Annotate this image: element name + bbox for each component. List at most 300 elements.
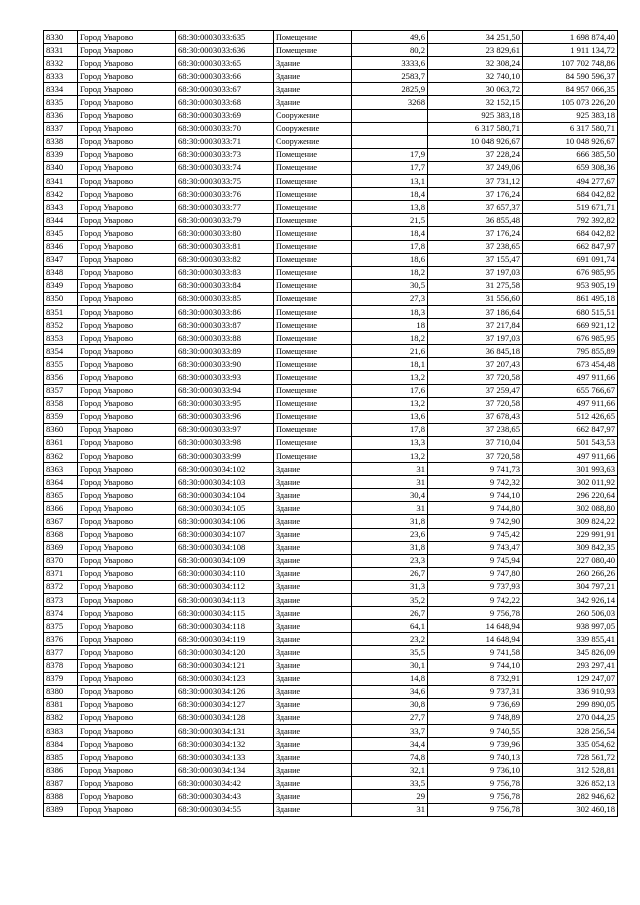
table-row <box>44 214 618 227</box>
object-type-cell: Помещение <box>274 175 352 188</box>
area-cell <box>352 122 428 135</box>
unit-value-cell: 9 745,94 <box>428 554 523 567</box>
row-number-cell: 8347 <box>44 253 78 266</box>
row-number-cell: 8357 <box>44 384 78 397</box>
cadastral-value-cell: 501 543,53 <box>523 436 618 449</box>
unit-value-cell: 37 228,24 <box>428 148 523 161</box>
object-type-cell: Помещение <box>274 371 352 384</box>
city-cell: Город Уварово <box>78 397 176 410</box>
object-type-cell: Здание <box>274 554 352 567</box>
city-cell: Город Уварово <box>78 777 176 790</box>
row-number-cell: 8361 <box>44 436 78 449</box>
cadastral-value-cell: 260 506,03 <box>523 607 618 620</box>
cadastral-number-cell: 68:30:0003033:96 <box>176 410 274 423</box>
table-row <box>44 358 618 371</box>
cadastral-value-cell: 105 073 226,20 <box>523 96 618 109</box>
cadastral-number-cell: 68:30:0003033:71 <box>176 135 274 148</box>
cadastral-number-cell: 68:30:0003033:86 <box>176 305 274 318</box>
unit-value-cell: 37 720,58 <box>428 397 523 410</box>
object-type-cell: Помещение <box>274 410 352 423</box>
object-type-cell: Помещение <box>274 253 352 266</box>
table-row <box>44 594 618 607</box>
area-cell: 17,9 <box>352 148 428 161</box>
object-type-cell: Здание <box>274 659 352 672</box>
table-row <box>44 135 618 148</box>
unit-value-cell: 9 741,58 <box>428 646 523 659</box>
cadastral-number-cell: 68:30:0003034:102 <box>176 463 274 476</box>
row-number-cell: 8356 <box>44 371 78 384</box>
unit-value-cell: 31 556,60 <box>428 292 523 305</box>
area-cell: 3268 <box>352 96 428 109</box>
unit-value-cell: 37 197,03 <box>428 266 523 279</box>
area-cell: 2583,7 <box>352 70 428 83</box>
city-cell: Город Уварово <box>78 436 176 449</box>
object-type-cell: Здание <box>274 96 352 109</box>
table-row <box>44 450 618 463</box>
city-cell: Город Уварово <box>78 371 176 384</box>
cadastral-number-cell: 68:30:0003034:128 <box>176 711 274 724</box>
area-cell: 14,8 <box>352 672 428 685</box>
object-type-cell: Помещение <box>274 332 352 345</box>
city-cell: Город Уварово <box>78 31 176 44</box>
object-type-cell: Здание <box>274 764 352 777</box>
unit-value-cell: 9 742,90 <box>428 515 523 528</box>
cadastral-number-cell: 68:30:0003033:85 <box>176 292 274 305</box>
cadastral-number-cell: 68:30:0003033:68 <box>176 96 274 109</box>
area-cell: 74,8 <box>352 751 428 764</box>
object-type-cell: Помещение <box>274 397 352 410</box>
unit-value-cell: 37 657,37 <box>428 201 523 214</box>
row-number-cell: 8348 <box>44 266 78 279</box>
area-cell: 18,6 <box>352 253 428 266</box>
area-cell: 23,3 <box>352 554 428 567</box>
object-type-cell: Помещение <box>274 31 352 44</box>
cadastral-number-cell: 68:30:0003034:126 <box>176 685 274 698</box>
city-cell: Город Уварово <box>78 83 176 96</box>
table-row <box>44 436 618 449</box>
city-cell: Город Уварово <box>78 554 176 567</box>
table-row <box>44 580 618 593</box>
city-cell: Город Уварово <box>78 57 176 70</box>
row-number-cell: 8334 <box>44 83 78 96</box>
cadastral-value-cell: 309 824,22 <box>523 515 618 528</box>
row-number-cell: 8372 <box>44 580 78 593</box>
area-cell: 21,5 <box>352 214 428 227</box>
row-number-cell: 8376 <box>44 633 78 646</box>
cadastral-value-cell: 328 256,54 <box>523 724 618 737</box>
table-row <box>44 620 618 633</box>
area-cell: 18,4 <box>352 227 428 240</box>
cadastral-number-cell: 68:30:0003034:118 <box>176 620 274 633</box>
table-row <box>44 345 618 358</box>
unit-value-cell: 37 176,24 <box>428 227 523 240</box>
unit-value-cell: 37 249,06 <box>428 161 523 174</box>
row-number-cell: 8332 <box>44 57 78 70</box>
area-cell: 32,1 <box>352 764 428 777</box>
table-row <box>44 148 618 161</box>
area-cell: 23,2 <box>352 633 428 646</box>
object-type-cell: Здание <box>274 620 352 633</box>
cadastral-value-cell: 655 766,67 <box>523 384 618 397</box>
table-row <box>44 292 618 305</box>
cadastral-value-cell: 494 277,67 <box>523 175 618 188</box>
city-cell: Город Уварово <box>78 319 176 332</box>
row-number-cell: 8389 <box>44 803 78 816</box>
cadastral-value-cell: 497 911,66 <box>523 450 618 463</box>
cadastral-number-cell: 68:30:0003034:104 <box>176 489 274 502</box>
cadastral-value-cell: 953 905,19 <box>523 279 618 292</box>
city-cell: Город Уварово <box>78 332 176 345</box>
object-type-cell: Помещение <box>274 227 352 240</box>
cadastral-value-cell: 925 383,18 <box>523 109 618 122</box>
row-number-cell: 8345 <box>44 227 78 240</box>
table-row <box>44 724 618 737</box>
object-type-cell: Здание <box>274 607 352 620</box>
area-cell: 13,2 <box>352 371 428 384</box>
object-type-cell: Здание <box>274 672 352 685</box>
object-type-cell: Помещение <box>274 423 352 436</box>
unit-value-cell: 37 207,43 <box>428 358 523 371</box>
row-number-cell: 8336 <box>44 109 78 122</box>
area-cell: 33,5 <box>352 777 428 790</box>
row-number-cell: 8366 <box>44 502 78 515</box>
cadastral-number-cell: 68:30:0003034:107 <box>176 528 274 541</box>
row-number-cell: 8339 <box>44 148 78 161</box>
object-type-cell: Здание <box>274 751 352 764</box>
cadastral-number-cell: 68:30:0003033:90 <box>176 358 274 371</box>
cadastral-value-cell: 312 528,81 <box>523 764 618 777</box>
table-row <box>44 384 618 397</box>
area-cell: 23,6 <box>352 528 428 541</box>
city-cell: Город Уварово <box>78 70 176 83</box>
cadastral-value-cell: 301 993,63 <box>523 463 618 476</box>
cadastral-number-cell: 68:30:0003033:93 <box>176 371 274 384</box>
unit-value-cell: 36 855,48 <box>428 214 523 227</box>
unit-value-cell: 9 740,13 <box>428 751 523 764</box>
area-cell: 13,6 <box>352 410 428 423</box>
area-cell: 31 <box>352 463 428 476</box>
city-cell: Город Уварово <box>78 738 176 751</box>
row-number-cell: 8354 <box>44 345 78 358</box>
area-cell: 33,7 <box>352 724 428 737</box>
object-type-cell: Помещение <box>274 44 352 57</box>
table-row <box>44 698 618 711</box>
unit-value-cell: 31 275,58 <box>428 279 523 292</box>
area-cell: 17,6 <box>352 384 428 397</box>
cadastral-number-cell: 68:30:0003033:66 <box>176 70 274 83</box>
area-cell: 13,3 <box>352 436 428 449</box>
object-type-cell: Здание <box>274 83 352 96</box>
row-number-cell: 8346 <box>44 240 78 253</box>
cadastral-value-cell: 861 495,18 <box>523 292 618 305</box>
row-number-cell: 8375 <box>44 620 78 633</box>
area-cell: 35,2 <box>352 594 428 607</box>
city-cell: Город Уварово <box>78 751 176 764</box>
area-cell: 31 <box>352 803 428 816</box>
cadastral-number-cell: 68:30:0003033:67 <box>176 83 274 96</box>
table-row <box>44 83 618 96</box>
unit-value-cell: 37 155,47 <box>428 253 523 266</box>
cadastral-value-cell: 336 910,93 <box>523 685 618 698</box>
cadastral-number-cell: 68:30:0003033:81 <box>176 240 274 253</box>
cadastral-number-cell: 68:30:0003034:106 <box>176 515 274 528</box>
row-number-cell: 8358 <box>44 397 78 410</box>
cadastral-number-cell: 68:30:0003033:636 <box>176 44 274 57</box>
cadastral-number-cell: 68:30:0003034:134 <box>176 764 274 777</box>
unit-value-cell: 37 197,03 <box>428 332 523 345</box>
area-cell: 18,4 <box>352 188 428 201</box>
object-type-cell: Сооружение <box>274 109 352 122</box>
table-row <box>44 515 618 528</box>
cadastral-number-cell: 68:30:0003033:75 <box>176 175 274 188</box>
object-type-cell: Здание <box>274 633 352 646</box>
cadastral-number-cell: 68:30:0003033:74 <box>176 161 274 174</box>
city-cell: Город Уварово <box>78 685 176 698</box>
table-row <box>44 410 618 423</box>
table-row <box>44 790 618 803</box>
cadastral-value-cell: 676 985,95 <box>523 266 618 279</box>
row-number-cell: 8335 <box>44 96 78 109</box>
city-cell: Город Уварово <box>78 790 176 803</box>
table-row <box>44 541 618 554</box>
row-number-cell: 8386 <box>44 764 78 777</box>
row-number-cell: 8344 <box>44 214 78 227</box>
object-type-cell: Помещение <box>274 305 352 318</box>
area-cell: 29 <box>352 790 428 803</box>
cadastral-number-cell: 68:30:0003033:97 <box>176 423 274 436</box>
unit-value-cell: 32 152,15 <box>428 96 523 109</box>
row-number-cell: 8355 <box>44 358 78 371</box>
table-row <box>44 31 618 44</box>
city-cell: Город Уварово <box>78 240 176 253</box>
object-type-cell: Здание <box>274 790 352 803</box>
cadastral-number-cell: 68:30:0003034:103 <box>176 476 274 489</box>
unit-value-cell: 9 756,78 <box>428 777 523 790</box>
row-number-cell: 8374 <box>44 607 78 620</box>
city-cell: Город Уварово <box>78 502 176 515</box>
cadastral-value-cell: 339 855,41 <box>523 633 618 646</box>
cadastral-number-cell: 68:30:0003033:82 <box>176 253 274 266</box>
city-cell: Город Уварово <box>78 620 176 633</box>
cadastral-value-cell: 666 385,50 <box>523 148 618 161</box>
cadastral-value-cell: 684 042,82 <box>523 227 618 240</box>
object-type-cell: Здание <box>274 476 352 489</box>
object-type-cell: Помещение <box>274 201 352 214</box>
unit-value-cell: 9 756,78 <box>428 790 523 803</box>
unit-value-cell: 32 308,24 <box>428 57 523 70</box>
city-cell: Город Уварово <box>78 672 176 685</box>
table-row <box>44 371 618 384</box>
area-cell: 27,7 <box>352 711 428 724</box>
row-number-cell: 8333 <box>44 70 78 83</box>
cadastral-value-cell: 673 454,48 <box>523 358 618 371</box>
table-row <box>44 738 618 751</box>
cadastral-value-cell: 129 247,07 <box>523 672 618 685</box>
cadastral-value-cell: 335 054,62 <box>523 738 618 751</box>
area-cell: 26,7 <box>352 607 428 620</box>
unit-value-cell: 37 238,65 <box>428 240 523 253</box>
area-cell: 26,7 <box>352 567 428 580</box>
city-cell: Город Уварово <box>78 567 176 580</box>
table-row <box>44 279 618 292</box>
cadastral-number-cell: 68:30:0003033:70 <box>176 122 274 135</box>
row-number-cell: 8342 <box>44 188 78 201</box>
object-type-cell: Помещение <box>274 436 352 449</box>
area-cell: 31 <box>352 502 428 515</box>
cadastral-value-cell: 293 297,41 <box>523 659 618 672</box>
object-type-cell: Здание <box>274 685 352 698</box>
city-cell: Город Уварово <box>78 109 176 122</box>
cadastral-value-cell: 691 091,74 <box>523 253 618 266</box>
area-cell: 31,8 <box>352 541 428 554</box>
cadastral-value-cell: 497 911,66 <box>523 397 618 410</box>
object-type-cell: Помещение <box>274 188 352 201</box>
unit-value-cell: 37 238,65 <box>428 423 523 436</box>
area-cell <box>352 135 428 148</box>
cadastral-number-cell: 68:30:0003033:73 <box>176 148 274 161</box>
unit-value-cell: 10 048 926,67 <box>428 135 523 148</box>
city-cell: Город Уварово <box>78 463 176 476</box>
unit-value-cell: 8 732,91 <box>428 672 523 685</box>
unit-value-cell: 9 756,78 <box>428 803 523 816</box>
city-cell: Город Уварово <box>78 724 176 737</box>
cadastral-number-cell: 68:30:0003034:132 <box>176 738 274 751</box>
cadastral-number-cell: 68:30:0003034:131 <box>176 724 274 737</box>
unit-value-cell: 37 259,47 <box>428 384 523 397</box>
city-cell: Город Уварово <box>78 607 176 620</box>
table-row <box>44 633 618 646</box>
cadastral-value-cell: 282 946,62 <box>523 790 618 803</box>
object-type-cell: Здание <box>274 711 352 724</box>
cadastral-number-cell: 68:30:0003034:127 <box>176 698 274 711</box>
cadastral-number-cell: 68:30:0003034:119 <box>176 633 274 646</box>
city-cell: Город Уварово <box>78 227 176 240</box>
cadastral-value-cell: 304 797,21 <box>523 580 618 593</box>
cadastral-value-cell: 669 921,12 <box>523 319 618 332</box>
city-cell: Город Уварово <box>78 659 176 672</box>
row-number-cell: 8352 <box>44 319 78 332</box>
object-type-cell: Здание <box>274 594 352 607</box>
table-row <box>44 554 618 567</box>
table-row <box>44 175 618 188</box>
unit-value-cell: 37 731,12 <box>428 175 523 188</box>
row-number-cell: 8341 <box>44 175 78 188</box>
city-cell: Город Уварово <box>78 515 176 528</box>
object-type-cell: Здание <box>274 57 352 70</box>
row-number-cell: 8353 <box>44 332 78 345</box>
city-cell: Город Уварово <box>78 580 176 593</box>
area-cell: 3333,6 <box>352 57 428 70</box>
area-cell: 18,2 <box>352 332 428 345</box>
row-number-cell: 8373 <box>44 594 78 607</box>
area-cell: 30,4 <box>352 489 428 502</box>
cadastral-number-cell: 68:30:0003033:79 <box>176 214 274 227</box>
object-type-cell: Помещение <box>274 279 352 292</box>
row-number-cell: 8360 <box>44 423 78 436</box>
row-number-cell: 8382 <box>44 711 78 724</box>
cadastral-value-cell: 260 266,26 <box>523 567 618 580</box>
row-number-cell: 8337 <box>44 122 78 135</box>
unit-value-cell: 9 736,69 <box>428 698 523 711</box>
unit-value-cell: 9 756,78 <box>428 607 523 620</box>
unit-value-cell: 37 720,58 <box>428 371 523 384</box>
unit-value-cell: 37 720,58 <box>428 450 523 463</box>
table-row <box>44 305 618 318</box>
table-row <box>44 96 618 109</box>
object-type-cell: Помещение <box>274 450 352 463</box>
cadastral-number-cell: 68:30:0003033:77 <box>176 201 274 214</box>
table-row <box>44 607 618 620</box>
cadastral-number-cell: 68:30:0003034:55 <box>176 803 274 816</box>
area-cell: 49,6 <box>352 31 428 44</box>
city-cell: Город Уварово <box>78 175 176 188</box>
unit-value-cell: 9 736,10 <box>428 764 523 777</box>
row-number-cell: 8364 <box>44 476 78 489</box>
table-row <box>44 685 618 698</box>
cadastral-value-cell: 1 911 134,72 <box>523 44 618 57</box>
cadastral-value-cell: 345 826,09 <box>523 646 618 659</box>
unit-value-cell: 30 063,72 <box>428 83 523 96</box>
area-cell: 27,3 <box>352 292 428 305</box>
cadastral-number-cell: 68:30:0003034:109 <box>176 554 274 567</box>
unit-value-cell: 9 737,93 <box>428 580 523 593</box>
object-type-cell: Здание <box>274 541 352 554</box>
city-cell: Город Уварово <box>78 764 176 777</box>
object-type-cell: Здание <box>274 803 352 816</box>
cadastral-number-cell: 68:30:0003033:95 <box>176 397 274 410</box>
object-type-cell: Здание <box>274 646 352 659</box>
city-cell: Город Уварово <box>78 122 176 135</box>
row-number-cell: 8368 <box>44 528 78 541</box>
cadastral-value-cell: 662 847,97 <box>523 240 618 253</box>
city-cell: Город Уварово <box>78 528 176 541</box>
cadastral-number-cell: 68:30:0003034:120 <box>176 646 274 659</box>
city-cell: Город Уварово <box>78 44 176 57</box>
object-type-cell: Помещение <box>274 292 352 305</box>
unit-value-cell: 9 747,80 <box>428 567 523 580</box>
city-cell: Город Уварово <box>78 161 176 174</box>
row-number-cell: 8388 <box>44 790 78 803</box>
row-number-cell: 8365 <box>44 489 78 502</box>
table-row <box>44 751 618 764</box>
table-row <box>44 672 618 685</box>
unit-value-cell: 9 743,47 <box>428 541 523 554</box>
cadastral-number-cell: 68:30:0003034:121 <box>176 659 274 672</box>
cadastral-value-cell: 296 220,64 <box>523 489 618 502</box>
unit-value-cell: 9 748,89 <box>428 711 523 724</box>
cadastral-value-cell: 107 702 748,86 <box>523 57 618 70</box>
table-row <box>44 567 618 580</box>
city-cell: Город Уварово <box>78 305 176 318</box>
table-row <box>44 489 618 502</box>
table-row <box>44 646 618 659</box>
table-row <box>44 188 618 201</box>
object-type-cell: Здание <box>274 515 352 528</box>
row-number-cell: 8371 <box>44 567 78 580</box>
city-cell: Город Уварово <box>78 188 176 201</box>
area-cell: 18,2 <box>352 266 428 279</box>
row-number-cell: 8340 <box>44 161 78 174</box>
table-row <box>44 397 618 410</box>
object-type-cell: Помещение <box>274 319 352 332</box>
cadastral-number-cell: 68:30:0003034:113 <box>176 594 274 607</box>
table-row <box>44 44 618 57</box>
object-type-cell: Здание <box>274 502 352 515</box>
object-type-cell: Здание <box>274 463 352 476</box>
object-type-cell: Здание <box>274 580 352 593</box>
cadastral-value-cell: 1 698 874,40 <box>523 31 618 44</box>
area-cell: 17,8 <box>352 240 428 253</box>
